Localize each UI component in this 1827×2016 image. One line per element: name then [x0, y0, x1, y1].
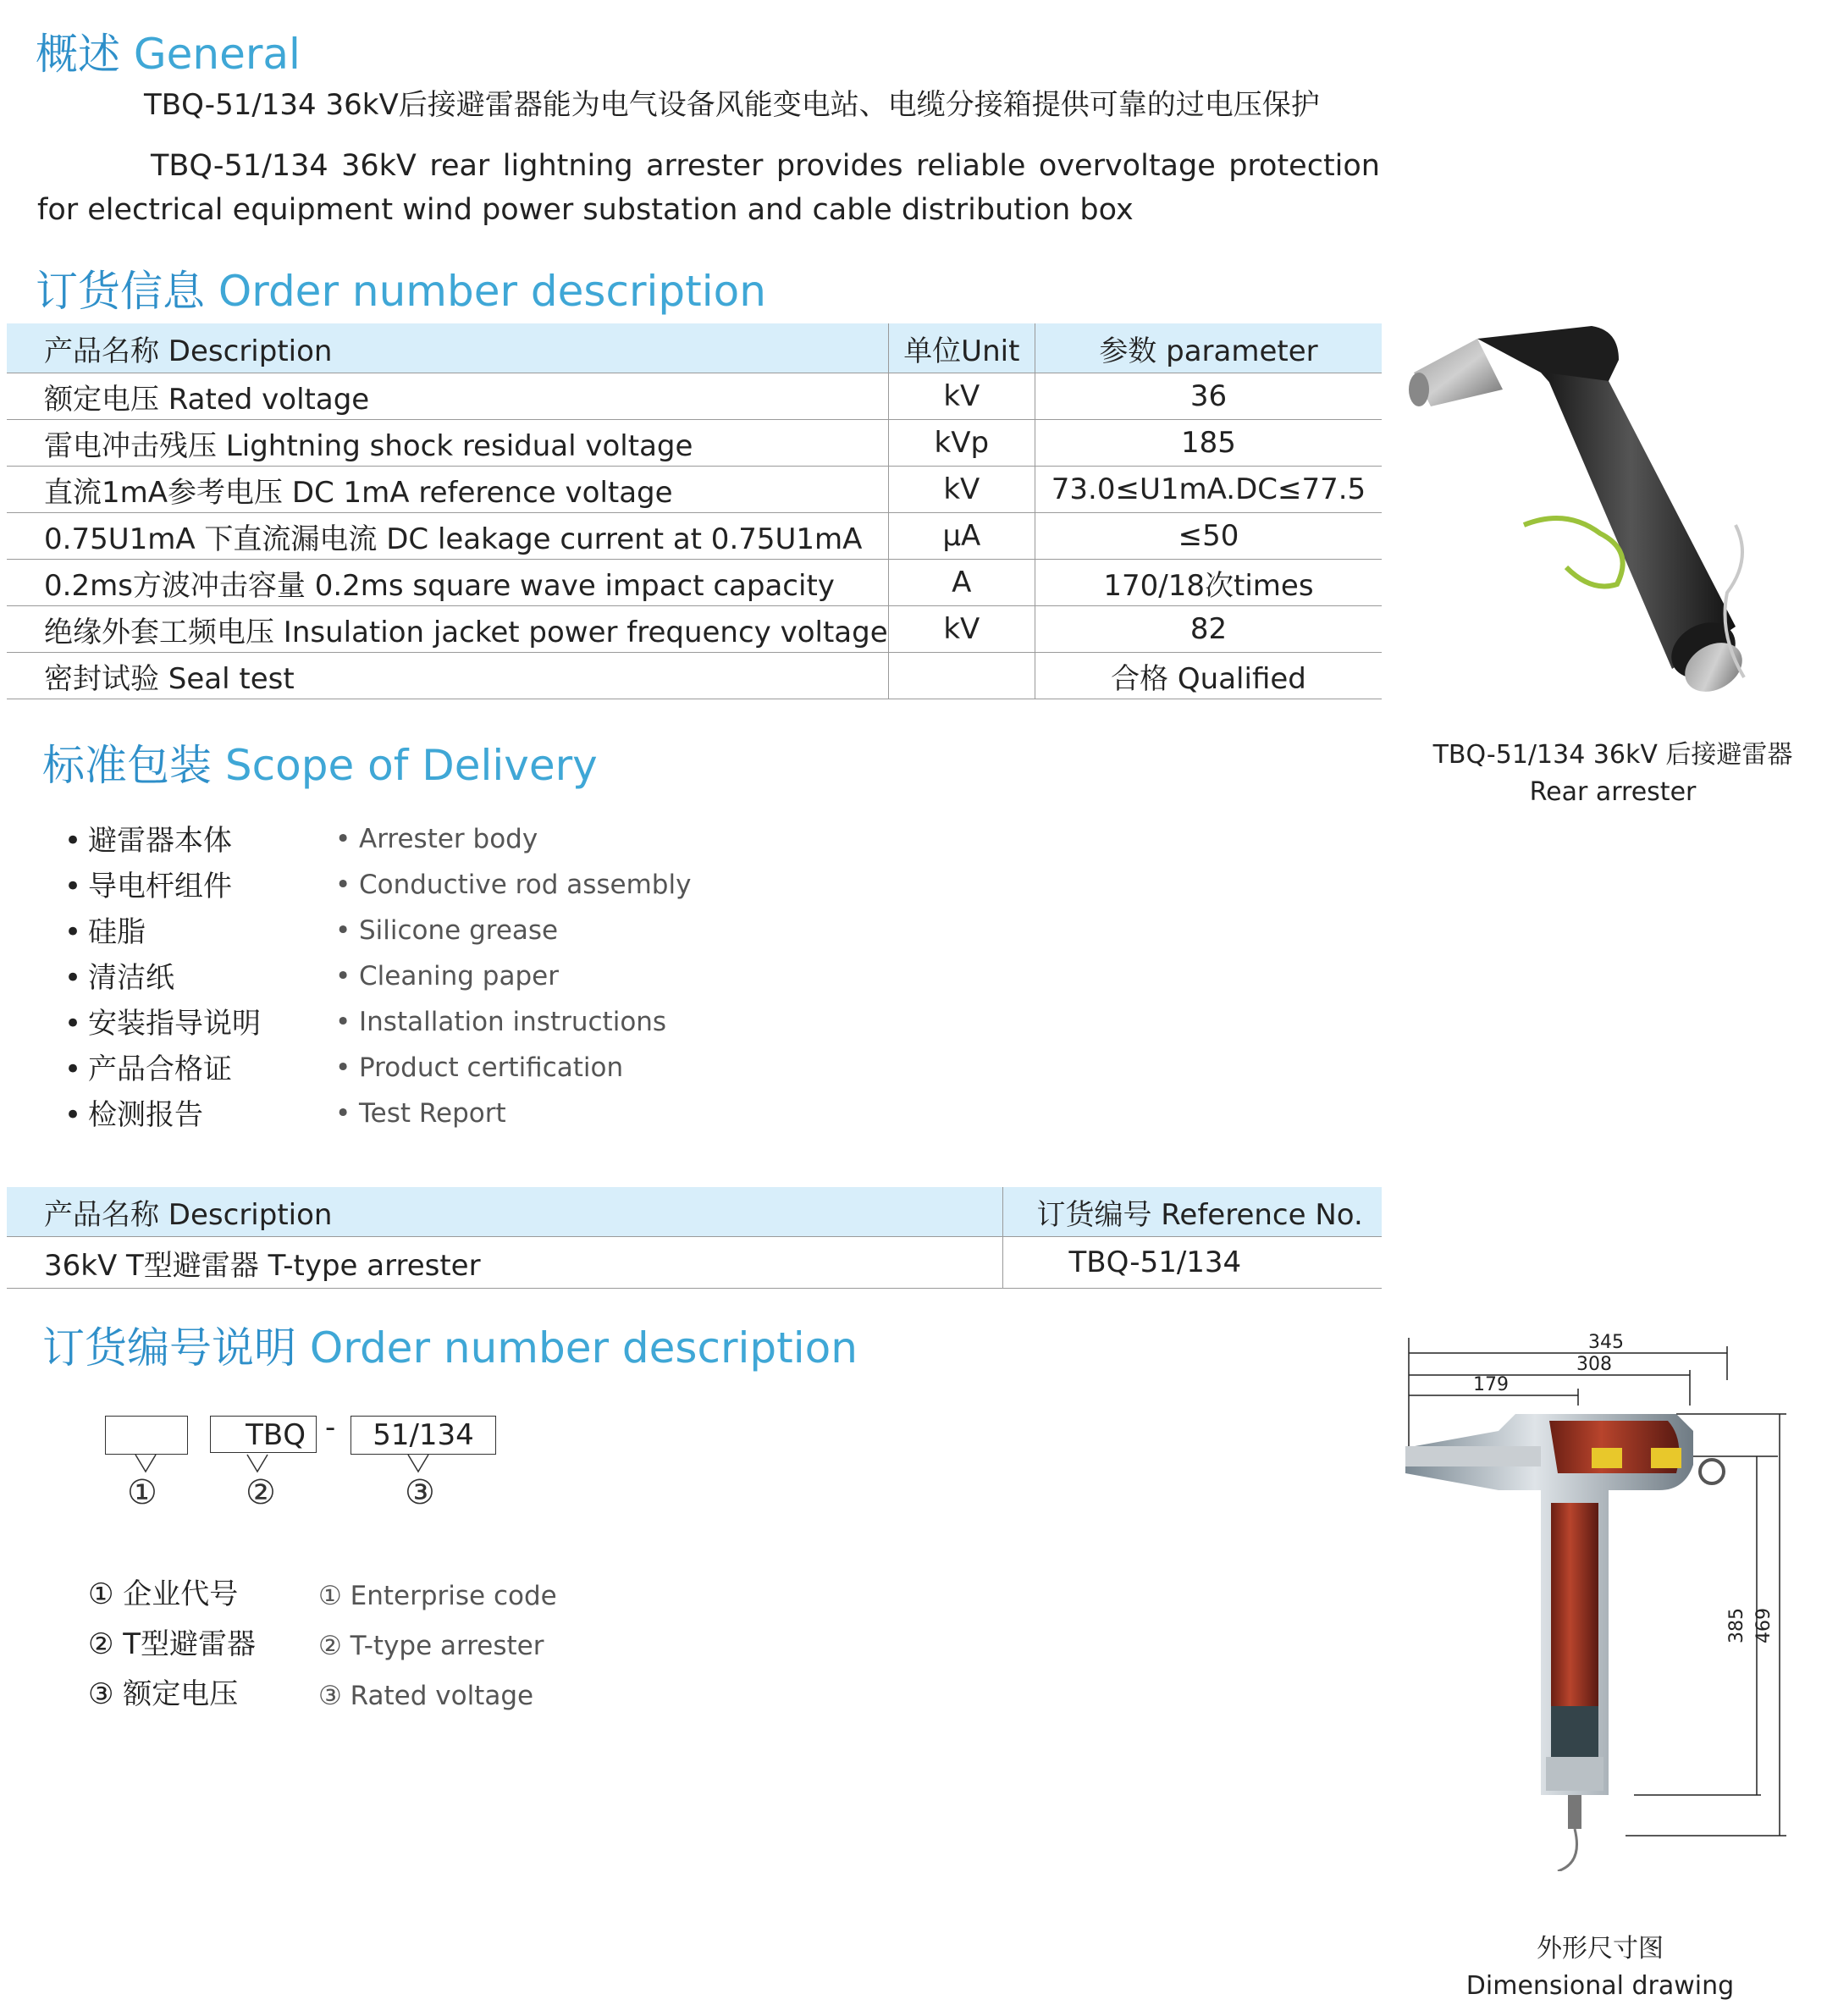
- spec-header-description: 产品名称 Description: [7, 323, 888, 373]
- product-photo: [1397, 279, 1820, 720]
- table-row: [7, 513, 1382, 560]
- spec-cell-description: 额定电压 Rated voltage: [7, 373, 888, 420]
- code-legend-en: [318, 1571, 557, 1721]
- general-para-zh: TBQ-51/134 36kV后接避雷器能为电气设备风能变电站、电缆分接箱提供可靠的过电压保护: [144, 88, 1320, 122]
- table-row: [7, 606, 1382, 653]
- delivery-heading-en: Scope of Delivery: [224, 741, 598, 790]
- spec-cell-parameter: 170/18次times: [1035, 560, 1382, 606]
- spec-cell-parameter: ≤50: [1035, 513, 1382, 560]
- pointer-2-shape: [247, 1455, 268, 1472]
- spec-cell-description: 直流1mA参考电压 DC 1mA reference voltage: [7, 467, 888, 513]
- list-item: • Silicone grease: [335, 915, 559, 946]
- reference-header-description: 产品名称 Description: [7, 1187, 1002, 1237]
- spec-cell-unit: μA: [888, 513, 1035, 560]
- pointer-1-shape: [135, 1455, 156, 1472]
- list-item: • 检测报告: [64, 1098, 203, 1132]
- spec-cell-unit: kV: [888, 373, 1035, 420]
- dim-label-345: 345: [1588, 1332, 1624, 1353]
- list-item: ③ Rated voltage: [318, 1681, 534, 1711]
- spec-cell-unit: A: [888, 560, 1035, 606]
- spec-cell-description: 0.2ms方波冲击容量 0.2ms square wave impact capacity: [7, 560, 888, 606]
- list-item: • Test Report: [335, 1098, 506, 1129]
- list-item: • Product certification: [335, 1052, 624, 1083]
- reference-header-number: 订货编号 Reference No.: [1002, 1187, 1382, 1237]
- spec-cell-parameter: 73.0≤U1mA.DC≤77.5: [1035, 467, 1382, 513]
- code-legend-zh: [88, 1570, 256, 1720]
- code-pointers: [102, 1453, 508, 1478]
- dim-label-179: 179: [1473, 1374, 1509, 1395]
- list-item: • 产品合格证: [64, 1052, 232, 1086]
- spec-cell-unit: [888, 653, 1035, 699]
- dim-label-385: 385: [1726, 1608, 1747, 1643]
- spec-cell-parameter: 合格 Qualified: [1035, 653, 1382, 699]
- product-caption-line2: Rear arrester: [1529, 777, 1697, 807]
- table-row: [7, 1237, 1382, 1289]
- table-row: [7, 560, 1382, 606]
- order-info-heading-zh: 订货信息: [36, 267, 205, 316]
- reference-cell-number: TBQ-51/134: [1002, 1237, 1382, 1289]
- order-code-heading-en: Order number description: [309, 1323, 858, 1373]
- list-item: ③ 额定电压: [88, 1677, 239, 1711]
- code-box-voltage: 51/134: [350, 1416, 496, 1455]
- general-heading-en: General: [133, 30, 301, 79]
- list-item: • Arrester body: [335, 824, 538, 854]
- general-para-en: TBQ-51/134 36kV rear lightning arrester provides reliable overvoltage protection for electrical equipment wind power substation and cable distribution box: [37, 149, 1380, 227]
- drawing-caption-line2: Dimensional drawing: [1465, 1971, 1735, 2001]
- code-separator: -: [325, 1411, 336, 1444]
- list-item: • 导电杆组件: [64, 870, 232, 903]
- general-heading-zh: 概述: [36, 30, 120, 79]
- product-photo-caption: [1431, 737, 1795, 811]
- spec-cell-description: 0.75U1mA 下直流漏电流 DC leakage current at 0.75U1mA: [7, 513, 888, 560]
- list-item: ② T-type arrester: [318, 1631, 544, 1661]
- spec-cell-description: 雷电冲击残压 Lightning shock residual voltage: [7, 420, 888, 467]
- delivery-heading: [42, 732, 598, 793]
- order-code-heading: [42, 1314, 858, 1375]
- drawing-caption-line1: 外形尺寸图: [1537, 1934, 1664, 1964]
- dim-label-308: 308: [1576, 1354, 1612, 1375]
- spec-header-unit: 单位Unit: [888, 323, 1035, 373]
- table-row: [7, 467, 1382, 513]
- delivery-list-zh: [64, 818, 261, 1138]
- spec-cell-description: 绝缘外套工频电压 Insulation jacket power frequency voltage: [7, 606, 888, 653]
- spec-cell-parameter: 185: [1035, 420, 1382, 467]
- delivery-list-en: [335, 816, 691, 1136]
- spec-cell-description: 密封试验 Seal test: [7, 653, 888, 699]
- code-marker-3: ③: [405, 1473, 435, 1512]
- reference-table-header-row: [7, 1187, 1382, 1237]
- table-row: [7, 653, 1382, 699]
- order-info-heading: [36, 257, 766, 318]
- list-item: ① Enterprise code: [318, 1581, 557, 1611]
- spec-cell-unit: kVp: [888, 420, 1035, 467]
- list-item: ① 企业代号: [88, 1577, 239, 1611]
- list-item: • Cleaning paper: [335, 961, 559, 991]
- code-box-type: TBQ: [210, 1416, 317, 1453]
- spec-cell-unit: kV: [888, 606, 1035, 653]
- pointer-3-shape: [408, 1455, 428, 1472]
- order-code-heading-zh: 订货编号说明: [42, 1323, 296, 1373]
- general-heading: [36, 20, 301, 81]
- order-info-heading-en: Order number description: [218, 267, 766, 316]
- code-marker-1: ①: [127, 1473, 157, 1512]
- list-item: ② T型避雷器: [88, 1627, 257, 1661]
- arrester-body-shape: [1409, 326, 1751, 702]
- spec-table: [7, 323, 1382, 699]
- delivery-heading-zh: 标准包装: [42, 741, 212, 790]
- ground-wire-shape: [1524, 518, 1623, 587]
- spec-header-parameter: 参数 parameter: [1035, 323, 1382, 373]
- arrester-section-shape: [1405, 1414, 1724, 1871]
- table-row: [7, 420, 1382, 467]
- spec-cell-parameter: 82: [1035, 606, 1382, 653]
- drawing-caption: [1431, 1930, 1769, 2005]
- spec-table-header-row: [7, 323, 1382, 373]
- list-item: • Conductive rod assembly: [335, 870, 692, 900]
- product-caption-line1: TBQ-51/134 36kV 后接避雷器: [1432, 740, 1793, 770]
- dimensional-drawing: [1388, 1321, 1820, 1871]
- dim-label-469: 469: [1753, 1608, 1775, 1643]
- table-row: [7, 373, 1382, 420]
- list-item: • 清洁纸: [64, 961, 174, 995]
- list-item: • 避雷器本体: [64, 824, 232, 858]
- list-item: • 安装指导说明: [64, 1007, 261, 1041]
- spec-cell-parameter: 36: [1035, 373, 1382, 420]
- reference-table: [7, 1187, 1382, 1289]
- reference-cell-description: 36kV T型避雷器 T-type arrester: [7, 1237, 1002, 1289]
- spec-cell-unit: kV: [888, 467, 1035, 513]
- list-item: • 硅脂: [64, 915, 146, 949]
- code-box-enterprise: [105, 1416, 188, 1455]
- list-item: • Installation instructions: [335, 1007, 667, 1037]
- code-marker-2: ②: [246, 1473, 276, 1512]
